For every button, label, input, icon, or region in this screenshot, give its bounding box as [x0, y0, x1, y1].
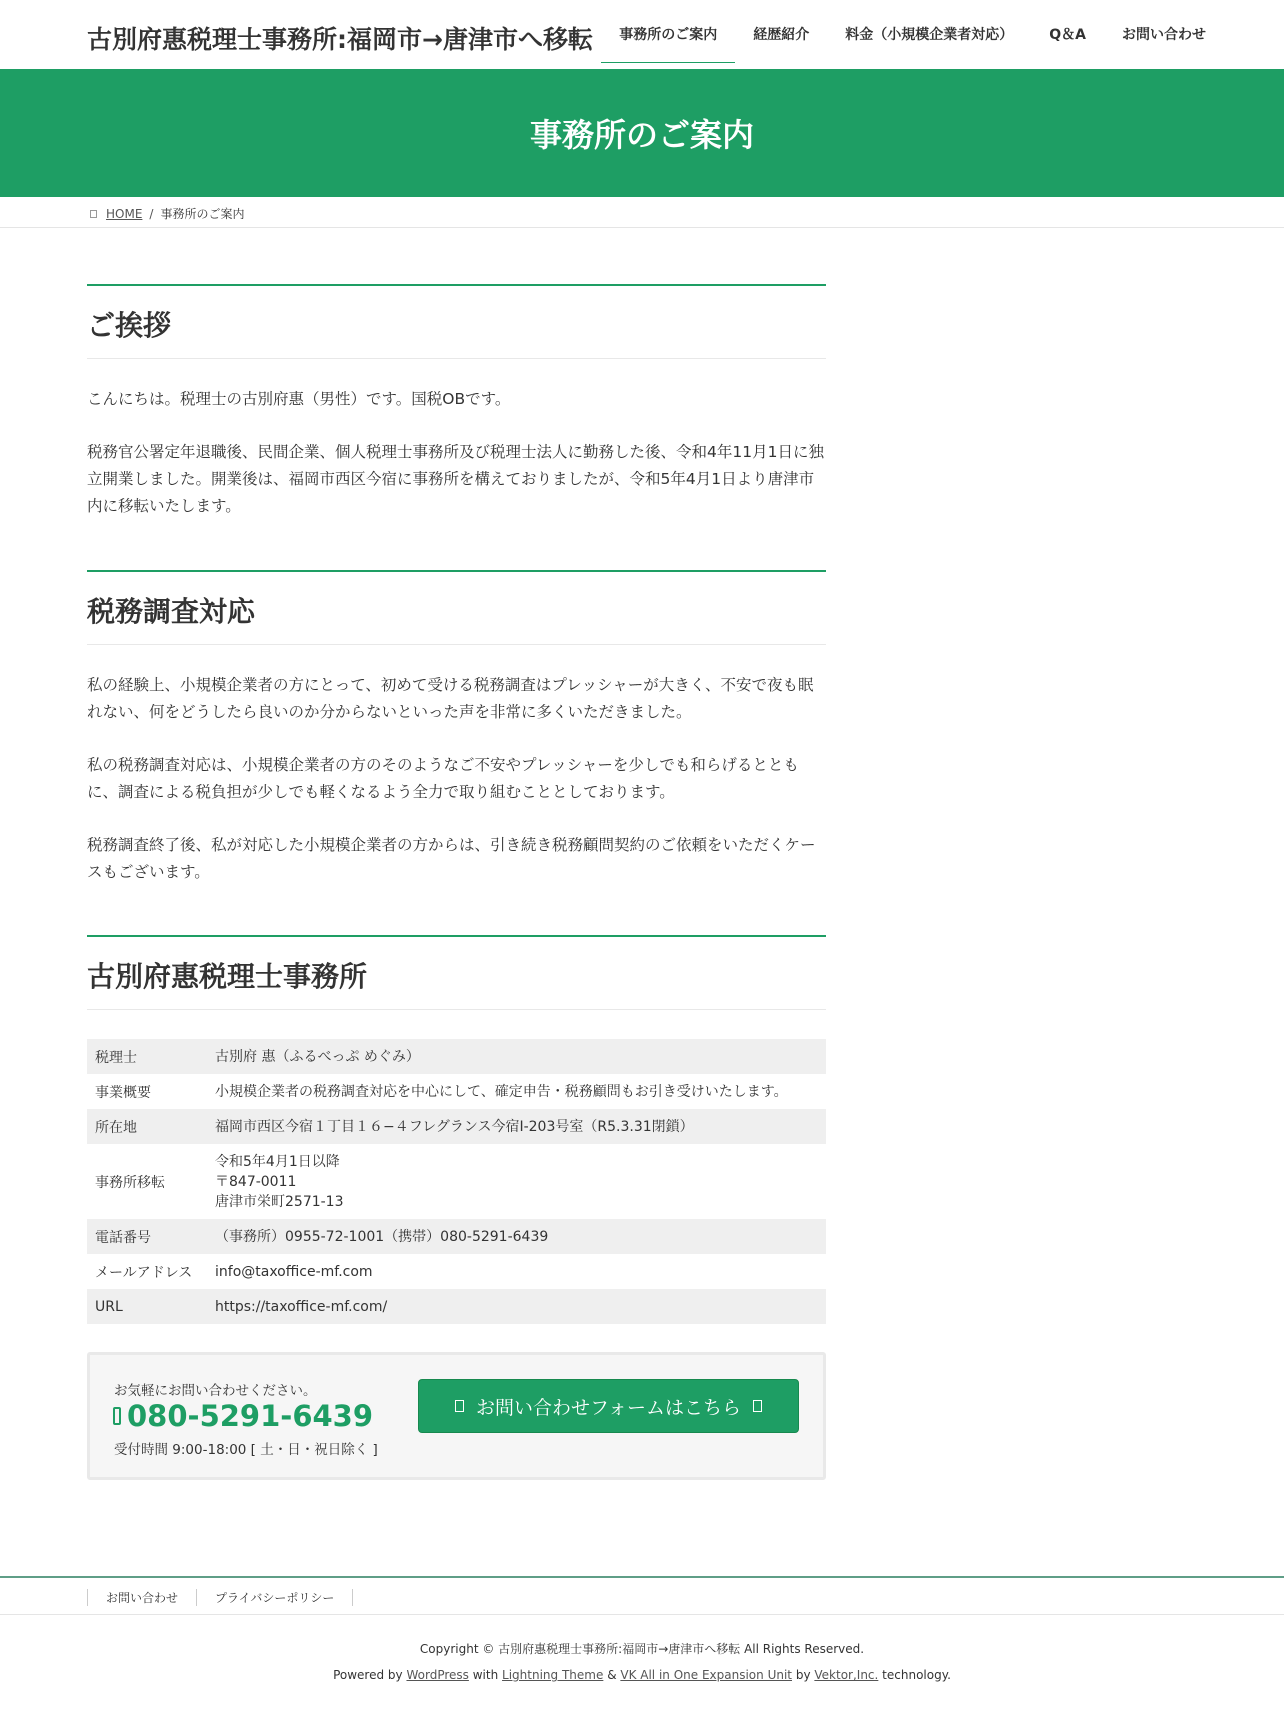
- contact-hours: 受付時間 9:00-18:00 [ 土・日・祝日除く ]: [114, 1442, 378, 1458]
- phone-icon: [113, 1407, 121, 1425]
- site-header: [0, 0, 1284, 69]
- address-line: 令和5年4月1日以降: [215, 1153, 340, 1170]
- table-cell: 古別府 惠（ふるべっぷ めぐみ）: [215, 1048, 420, 1065]
- breadcrumb-current: 事務所のご案内: [160, 207, 245, 221]
- table-row: [87, 1074, 826, 1109]
- page-title: 事務所のご案内: [529, 116, 754, 154]
- table-row: [87, 1039, 826, 1074]
- powered-by: [0, 1668, 1284, 1682]
- address-line: 唐津市栄町2571-13: [215, 1193, 344, 1210]
- nav-item-contact[interactable]: お問い合わせ: [1122, 27, 1206, 43]
- footer-nav: [0, 1576, 1284, 1615]
- table-header-cell: メールアドレス: [95, 1264, 193, 1281]
- contact-form-button-label: お問い合わせフォームはこちら: [475, 1396, 742, 1419]
- paragraph: 私の税務調査対応は、小規模企業者の方のそのようなご不安やプレッシャーを少しでも和らげるとともに、調査による税負担が少しでも軽くなるよう全力で取り組むこととしております。: [87, 756, 799, 801]
- site-title[interactable]: 古別府惠税理士事務所:福岡市→唐津市へ移転: [87, 25, 593, 54]
- copyright: Copyright © 古別府惠税理士事務所:福岡市→唐津市へ移転 All Rights Reserved.: [419, 1642, 865, 1656]
- contact-box: [87, 1352, 826, 1480]
- section-title-tax-audit: 税務調査対応: [87, 570, 826, 645]
- powered-text: with: [472, 1668, 499, 1682]
- wordpress-link[interactable]: WordPress: [406, 1668, 469, 1682]
- nav-item-office[interactable]: 事務所のご案内: [601, 5, 735, 63]
- section-office-info: [87, 935, 826, 1324]
- table-row: [87, 1219, 826, 1254]
- envelope-icon: [455, 1400, 464, 1412]
- table-cell: info@taxoffice-mf.com: [215, 1263, 373, 1280]
- table-cell: 福岡市西区今宿１丁目１６−４フレグランス今宿I-203号室（R5.3.31閉鎖）: [215, 1118, 694, 1135]
- vk-expansion-unit-link[interactable]: VK All in One Expansion Unit: [620, 1668, 792, 1682]
- table-cell: https://taxoffice-mf.com/: [215, 1298, 388, 1315]
- table-header-cell: 電話番号: [95, 1229, 151, 1246]
- paragraph: こんにちは。税理士の古別府惠（男性）です。国税OBです。: [87, 390, 511, 408]
- page-header: [0, 69, 1284, 197]
- contact-lead: お気軽にお問い合わせください。: [114, 1383, 317, 1399]
- breadcrumb-home-link[interactable]: HOME: [106, 206, 143, 221]
- paragraph: 私の経験上、小規模企業者の方にとって、初めて受ける税務調査はプレッシャーが大きく、不安で夜も眠れない、何をどうしたら良いのか分からないといった声を非常に多くいただきました。: [87, 676, 814, 721]
- paragraph: 税務調査終了後、私が対応した小規模企業者の方からは、引き続き税務顧問契約のご依頼をいただくケースもございます。: [87, 836, 816, 881]
- section-tax-audit: [87, 570, 826, 886]
- contact-phone-number[interactable]: 080-5291-6439: [127, 1399, 374, 1433]
- arrow-circle-icon: [753, 1400, 762, 1412]
- vektor-link[interactable]: Vektor,Inc.: [814, 1668, 879, 1682]
- powered-text: by: [795, 1668, 811, 1682]
- footer-link-privacy[interactable]: プライバシーポリシー: [196, 1589, 353, 1606]
- table-header-cell: URL: [95, 1298, 123, 1315]
- table-header-cell: 所在地: [95, 1119, 137, 1136]
- table-cell: 小規模企業者の税務調査対応を中心にして、確定申告・税務顧問もお引き受けいたします。: [215, 1083, 788, 1100]
- powered-text: &: [607, 1668, 617, 1682]
- powered-text: technology.: [882, 1668, 951, 1682]
- global-nav: [601, 0, 1224, 69]
- home-icon: [90, 210, 97, 218]
- table-cell: [207, 1144, 826, 1219]
- table-row: [87, 1144, 826, 1219]
- address-line: 〒847-0011: [215, 1173, 297, 1190]
- contact-phone[interactable]: [113, 1399, 373, 1433]
- section-title-office: 古別府惠税理士事務所: [87, 935, 826, 1010]
- breadcrumb: [0, 197, 1284, 228]
- paragraph: 税務官公署定年退職後、民間企業、個人税理士事務所及び税理士法人に勤務した後、令和4年11月1日に独立開業しました。開業後は、福岡市西区今宿に事務所を構えておりましたが、令和5年4月1日より唐津市内に移転いたします。: [87, 443, 824, 515]
- footer-link-contact[interactable]: お問い合わせ: [87, 1589, 196, 1606]
- table-row: [87, 1254, 826, 1289]
- section-greeting: [87, 284, 826, 520]
- powered-text: Powered by: [333, 1668, 403, 1682]
- nav-item-fees[interactable]: 料金（小規模企業者対応）: [845, 27, 1014, 43]
- office-info-table: [87, 1039, 826, 1324]
- table-row: [87, 1109, 826, 1144]
- lightning-theme-link[interactable]: Lightning Theme: [502, 1668, 604, 1682]
- table-header-cell: 事業概要: [95, 1084, 151, 1101]
- table-cell: （事務所）0955-72-1001（携帯）080-5291-6439: [215, 1228, 549, 1245]
- nav-item-profile[interactable]: 経歴紹介: [753, 27, 810, 43]
- table-row: [87, 1289, 826, 1324]
- contact-form-button[interactable]: [418, 1379, 799, 1433]
- table-header-cell: 事務所移転: [95, 1174, 165, 1191]
- table-header-cell: 税理士: [95, 1049, 137, 1066]
- section-title-greeting: ご挨拶: [87, 284, 826, 359]
- nav-item-qa[interactable]: Q＆A: [1049, 27, 1086, 43]
- breadcrumb-separator: /: [149, 206, 154, 221]
